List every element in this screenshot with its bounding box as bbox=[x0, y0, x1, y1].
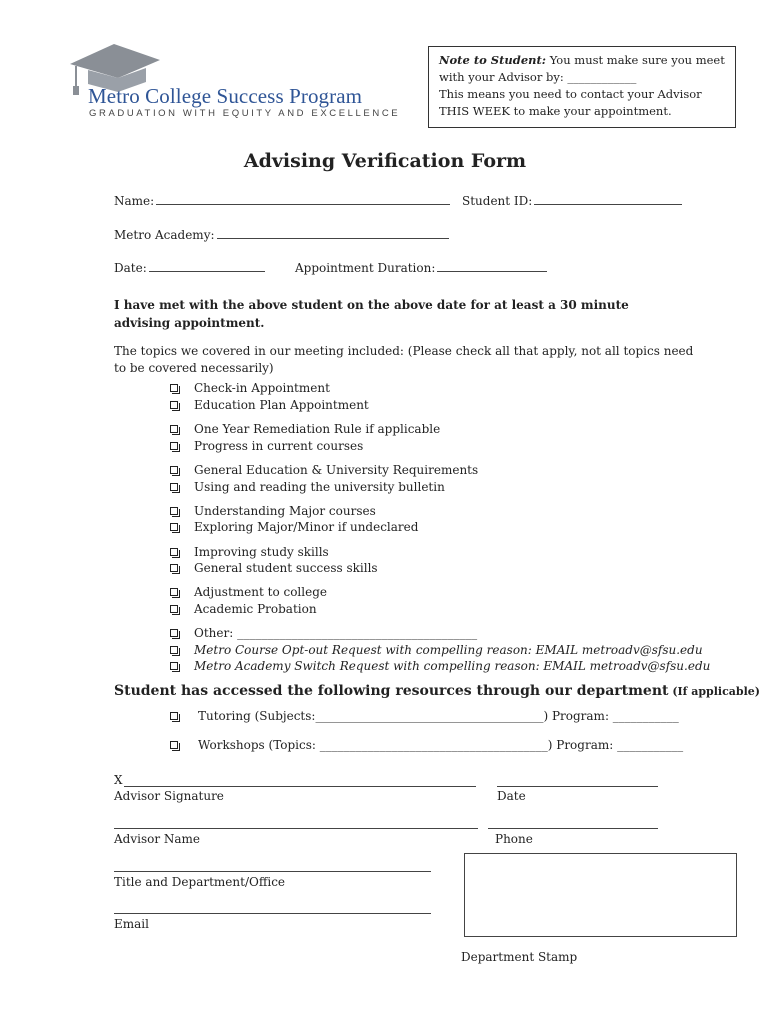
checkbox-progress[interactable]: Progress in current courses bbox=[170, 439, 363, 453]
note-prefix: Note to Student: bbox=[439, 53, 547, 67]
phone-line[interactable] bbox=[488, 828, 658, 829]
verification-statement: I have met with the above student on the above date for at least a 30 minute advising appointment. bbox=[114, 298, 629, 330]
advisor-signature-label: Advisor Signature bbox=[114, 789, 224, 803]
checkbox-course-optout[interactable]: Metro Course Opt-out Request with compelling reason: EMAIL metroadv@sfsu.edu bbox=[170, 643, 703, 657]
resources-heading: Student has accessed the following resources through our department (If applicable) bbox=[114, 683, 760, 699]
date-label-2: Date bbox=[497, 789, 526, 803]
duration-label: Appointment Duration: bbox=[295, 261, 436, 275]
checkbox-icon bbox=[170, 662, 178, 670]
checkbox-bulletin[interactable]: Using and reading the university bulletin bbox=[170, 480, 445, 494]
academy-label: Metro Academy: bbox=[114, 228, 215, 242]
advisor-signature-line[interactable] bbox=[124, 786, 476, 787]
checkbox-study-skills[interactable]: Improving study skills bbox=[170, 545, 329, 559]
checkbox-icon bbox=[170, 646, 178, 654]
duration-field[interactable] bbox=[295, 261, 547, 275]
academy-field[interactable] bbox=[114, 228, 449, 242]
checkbox-probation[interactable]: Academic Probation bbox=[170, 602, 317, 616]
checkbox-icon bbox=[170, 741, 178, 749]
student-id-field[interactable] bbox=[462, 194, 682, 208]
checkbox-remediation[interactable]: One Year Remediation Rule if applicable bbox=[170, 422, 440, 436]
department-stamp-box bbox=[464, 853, 737, 937]
checkbox-checkin[interactable]: Check-in Appointment bbox=[170, 381, 330, 395]
note-line1: You must make sure you meet bbox=[546, 53, 725, 67]
checkbox-icon bbox=[170, 548, 178, 556]
date-label: Date: bbox=[114, 261, 147, 275]
date-line[interactable] bbox=[497, 786, 658, 787]
name-field[interactable] bbox=[114, 194, 450, 208]
checkbox-icon bbox=[170, 466, 178, 474]
name-label: Name: bbox=[114, 194, 155, 208]
note-line2: with your Advisor by: ____________ bbox=[439, 70, 637, 84]
form-title: Advising Verification Form bbox=[243, 150, 527, 172]
topics-intro: The topics we covered in our meeting included: (Please check all that apply, not all topics need to be covered necessarily) bbox=[114, 344, 694, 375]
phone-label: Phone bbox=[495, 832, 533, 846]
checkbox-icon bbox=[170, 483, 178, 491]
checkbox-other[interactable]: Other: ________________________________________ bbox=[170, 626, 477, 640]
note-line4: THIS WEEK to make your appointment. bbox=[439, 104, 672, 118]
checkbox-icon bbox=[170, 629, 178, 637]
checkbox-adjustment[interactable]: Adjustment to college bbox=[170, 585, 327, 599]
email-line[interactable] bbox=[114, 913, 431, 914]
checkbox-icon bbox=[170, 507, 178, 515]
checkbox-success-skills[interactable]: General student success skills bbox=[170, 561, 378, 575]
checkbox-major-courses[interactable]: Understanding Major courses bbox=[170, 504, 376, 518]
title-dept-label: Title and Department/Office bbox=[114, 875, 286, 889]
checkbox-tutoring[interactable]: Tutoring (Subjects:______________________________________) Program: ___________ bbox=[170, 709, 679, 723]
checkbox-ge-requirements[interactable]: General Education & University Requirements bbox=[170, 463, 478, 477]
checkbox-icon bbox=[170, 712, 178, 720]
advisor-name-line[interactable] bbox=[114, 828, 478, 829]
signature-x: X bbox=[114, 773, 123, 787]
email-label: Email bbox=[114, 917, 149, 931]
checkbox-academy-switch[interactable]: Metro Academy Switch Request with compelling reason: EMAIL metroadv@sfsu.edu bbox=[170, 659, 710, 673]
date-field[interactable] bbox=[114, 261, 265, 275]
checkbox-education-plan[interactable]: Education Plan Appointment bbox=[170, 398, 369, 412]
checkbox-workshops[interactable]: Workshops (Topics: ______________________________________) Program: ___________ bbox=[170, 738, 683, 752]
checkbox-exploring-major[interactable]: Exploring Major/Minor if undeclared bbox=[170, 520, 418, 534]
logo-name: Metro College Success Program bbox=[88, 84, 363, 108]
note-to-student-box bbox=[428, 46, 736, 128]
checkbox-icon bbox=[170, 605, 178, 613]
checkbox-icon bbox=[170, 588, 178, 596]
note-line3: This means you need to contact your Advisor bbox=[439, 87, 702, 101]
advisor-name-label: Advisor Name bbox=[114, 832, 201, 846]
logo-tagline: GRADUATION WITH EQUITY AND EXCELLENCE bbox=[89, 108, 401, 119]
checkbox-icon bbox=[170, 401, 178, 409]
checkbox-icon bbox=[170, 442, 178, 450]
checkbox-icon bbox=[170, 384, 178, 392]
department-stamp-label: Department Stamp bbox=[461, 950, 578, 964]
checkbox-icon bbox=[170, 564, 178, 572]
checkbox-icon bbox=[170, 523, 178, 531]
student-id-label: Student ID: bbox=[462, 194, 533, 208]
checkbox-icon bbox=[170, 425, 178, 433]
title-dept-line[interactable] bbox=[114, 871, 431, 872]
